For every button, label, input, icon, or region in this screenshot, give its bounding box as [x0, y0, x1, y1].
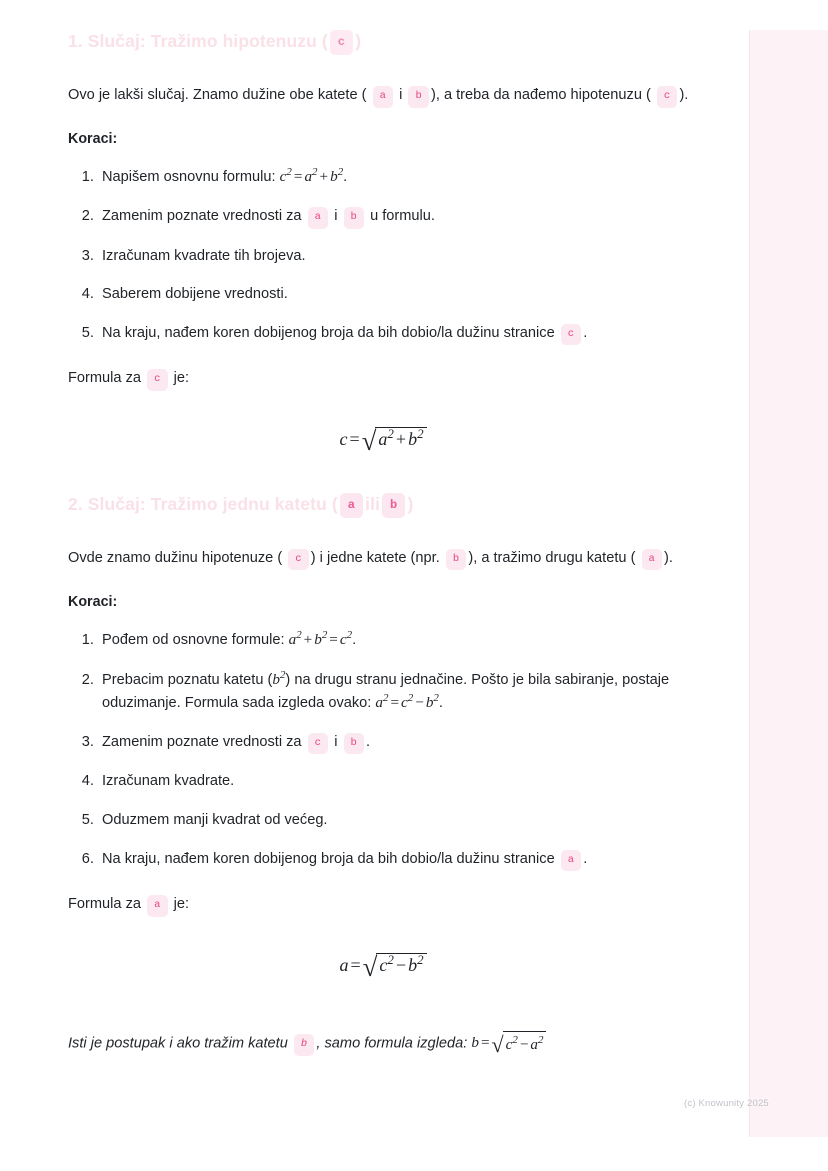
- step-text-after: .: [343, 169, 348, 186]
- list-item: [98, 205, 698, 229]
- step-text-between: i: [334, 208, 338, 225]
- step-text: Napišem osnovnu formulu:: [102, 169, 276, 186]
- list-item: [98, 848, 698, 872]
- step-text-after: .: [366, 733, 371, 750]
- chip-c: c: [308, 733, 329, 755]
- intro-text-d: ).: [664, 549, 673, 566]
- section-1-heading-suffix: ): [355, 31, 362, 51]
- step-text-after: .: [583, 850, 588, 867]
- step-text: Na kraju, nađem koren dobijenog broja da bih dobio/la dužinu stranice: [102, 324, 555, 341]
- chip-b: b: [382, 493, 405, 518]
- step-text-between: i: [334, 733, 338, 750]
- section-1-heading-prefix: 1. Slučaj: Tražimo hipotenuzu (: [68, 31, 328, 51]
- list-item: [98, 731, 698, 755]
- note-text-after: , samo formula izgleda:: [316, 1035, 468, 1052]
- display-math-c-equals-sqrt: c =√ $a^2 + b^2$: [339, 429, 426, 449]
- step-text: Izračunam kvadrate tih brojeva.: [102, 247, 306, 264]
- step-text-after: .: [583, 324, 588, 341]
- list-item: [98, 668, 698, 715]
- section-gap-spacer: [68, 455, 698, 493]
- chip-c: c: [288, 549, 309, 571]
- inline-math-b-equals-sqrt: b =√ $c^2 - a^2$: [471, 1034, 546, 1051]
- section-2-heading-between: ili: [365, 493, 381, 514]
- step-text: Na kraju, nađem koren dobijenog broja da bih dobio/la dužinu stranice: [102, 850, 555, 867]
- intro-text-a: Ovde znamo dužinu hipotenuze (: [68, 549, 283, 566]
- section-2-display-formula: [68, 953, 698, 981]
- chip-a: a: [642, 549, 663, 571]
- inline-math-a-squared-equals: $a^2 = c^2 - b^2$: [375, 692, 439, 712]
- chip-b: b: [408, 86, 429, 108]
- chip-a: a: [373, 86, 394, 108]
- step-text-after: u formulu.: [370, 208, 435, 225]
- step-text-after: .: [438, 695, 443, 712]
- section-1-steps-list: [68, 165, 698, 345]
- section-2-steps-list: [68, 628, 698, 871]
- step-text-after: .: [352, 632, 357, 649]
- intro-text-b: i: [399, 87, 403, 103]
- section-2-italic-note: [68, 1031, 698, 1057]
- section-1-heading: [68, 30, 698, 55]
- step-text-mid: ) na drugu stranu jednačine. Pošto je bila sabiranje, postaje oduzimanje. Formula sada izgleda ovako:: [102, 671, 670, 712]
- section-2-steps-label: Koraci:: [68, 594, 118, 611]
- chip-c: c: [561, 324, 582, 346]
- copyright-credit: (c) Knowunity 2025: [684, 1098, 769, 1109]
- section-2-intro-paragraph: [68, 544, 698, 572]
- list-item: [98, 770, 698, 793]
- section-2-formula-lead: [68, 893, 698, 917]
- step-text: Oduzmem manji kvadrat od većeg.: [102, 812, 328, 829]
- list-item: [98, 245, 698, 268]
- chip-b: b: [344, 207, 365, 229]
- chip-a: a: [308, 207, 329, 229]
- section-2-heading-suffix: ): [407, 493, 414, 514]
- chip-c: c: [657, 86, 678, 108]
- intro-text-c: ), a treba da nađemo hipotenuzu (: [430, 87, 651, 103]
- note-text-before: Isti je postupak i ako tražim katetu: [68, 1035, 288, 1052]
- list-item: [98, 283, 698, 306]
- chip-a: a: [340, 493, 363, 518]
- inline-math-pythagoras-c: $c^2 = a^2 + b^2$: [279, 166, 344, 186]
- section-1-intro-paragraph: [68, 81, 698, 109]
- section-2-heading: [68, 493, 698, 518]
- chip-c: c: [147, 369, 168, 391]
- step-text: Saberem dobijene vrednosti.: [102, 286, 288, 303]
- section-1-formula-lead: [68, 367, 698, 391]
- step-text: Pođem od osnovne formule:: [102, 632, 285, 649]
- formula-lead-before: Formula za: [68, 370, 141, 387]
- intro-text-a: Ovo je lakši slučaj. Znamo dužine obe katete (: [68, 87, 367, 103]
- formula-lead-before: Formula za: [68, 896, 141, 913]
- chip-a: a: [147, 895, 168, 917]
- list-item: [98, 322, 698, 346]
- section-1-steps-label: Koraci:: [68, 131, 118, 148]
- step-text: Izračunam kvadrate.: [102, 773, 235, 790]
- formula-lead-after: je:: [173, 370, 190, 387]
- inline-math-pythagoras-base: $a^2 + b^2 = c^2$: [288, 629, 353, 649]
- step-text: Zamenim poznate vrednosti za: [102, 733, 302, 750]
- intro-text-c: ), a tražimo drugu katetu (: [468, 549, 636, 566]
- chip-b: b: [294, 1034, 315, 1056]
- chip-c: c: [330, 30, 353, 55]
- step-text: Zamenim poznate vrednosti za: [102, 208, 302, 225]
- list-item: [98, 809, 698, 832]
- chip-a: a: [561, 850, 582, 872]
- intro-text-b: ) i jedne katete (npr.: [310, 549, 440, 566]
- chip-b: b: [446, 549, 467, 571]
- formula-lead-after: je:: [173, 896, 190, 913]
- intro-text-d: ).: [679, 87, 689, 103]
- step-text: Prebacim poznatu katetu (: [102, 671, 273, 688]
- inline-math-b-squared: $b^2$: [272, 668, 286, 688]
- chip-b: b: [344, 733, 365, 755]
- section-2-heading-prefix: 2. Slučaj: Tražimo jednu katetu (: [68, 493, 338, 514]
- list-item: [98, 628, 698, 652]
- list-item: [98, 165, 698, 189]
- display-math-a-equals-sqrt: a =√ $c^2 - b^2$: [339, 955, 426, 975]
- section-1-display-formula: [68, 427, 698, 455]
